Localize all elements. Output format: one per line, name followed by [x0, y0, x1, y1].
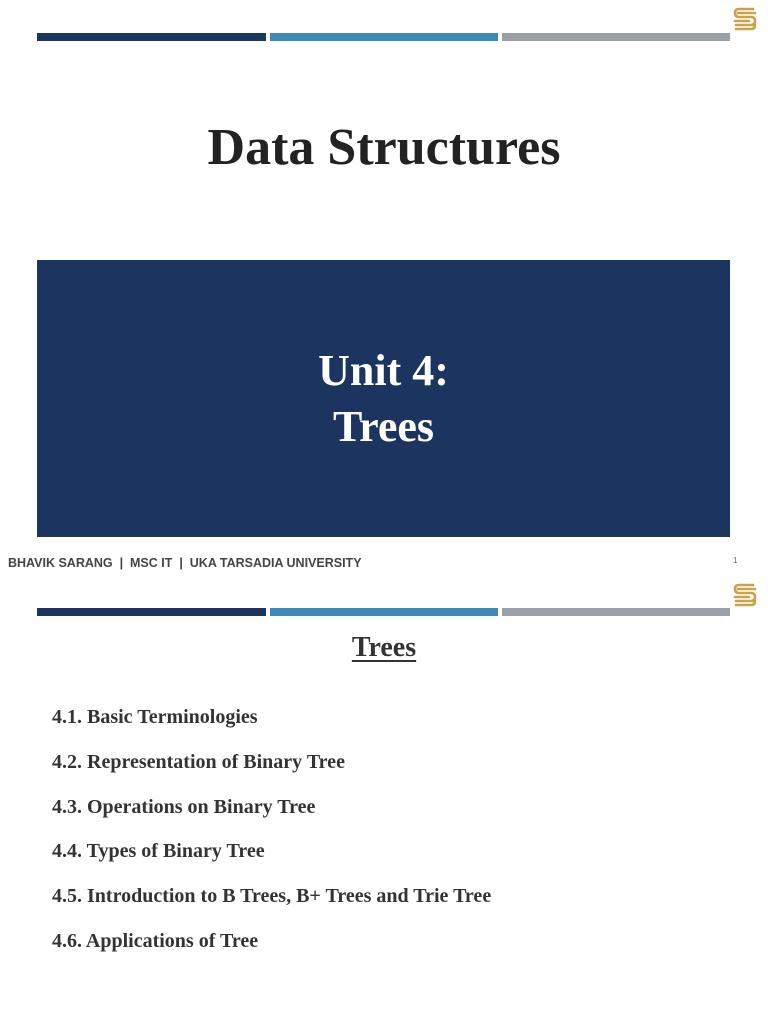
unit-topic: Trees	[333, 401, 434, 451]
ss-logo-icon	[731, 5, 759, 33]
toc-item: 4.1. Basic Terminologies	[52, 706, 258, 728]
header-bar-blue	[270, 608, 498, 616]
header-bar-navy	[37, 33, 266, 41]
section-title	[0, 632, 768, 664]
header-bar-gray	[502, 33, 730, 41]
header-bar-gray	[502, 608, 730, 616]
unit-banner	[37, 260, 730, 537]
toc-item: 4.2. Representation of Binary Tree	[52, 750, 345, 773]
toc-item: 4.3. Operations on Binary Tree	[52, 795, 316, 818]
section-title-text: Trees	[351, 632, 417, 663]
header-bar-navy	[37, 608, 266, 616]
page-number: 1	[733, 556, 738, 565]
slide-footer: BHAVIK SARANG | MSC IT | UKA TARSADIA UNIVERSITY	[8, 556, 362, 570]
toc-item: 4.4. Types of Binary Tree	[52, 840, 265, 863]
toc-list	[52, 702, 491, 971]
ss-logo-icon	[731, 581, 759, 609]
toc-item: 4.5. Introduction to B Trees, B+ Trees and Trie Tree	[52, 885, 492, 908]
slide-title: Data Structures	[207, 119, 561, 176]
unit-number: Unit 4:	[318, 345, 449, 395]
toc-item: 4.6. Applications of Tree	[52, 929, 259, 952]
header-bar-blue	[270, 33, 498, 41]
